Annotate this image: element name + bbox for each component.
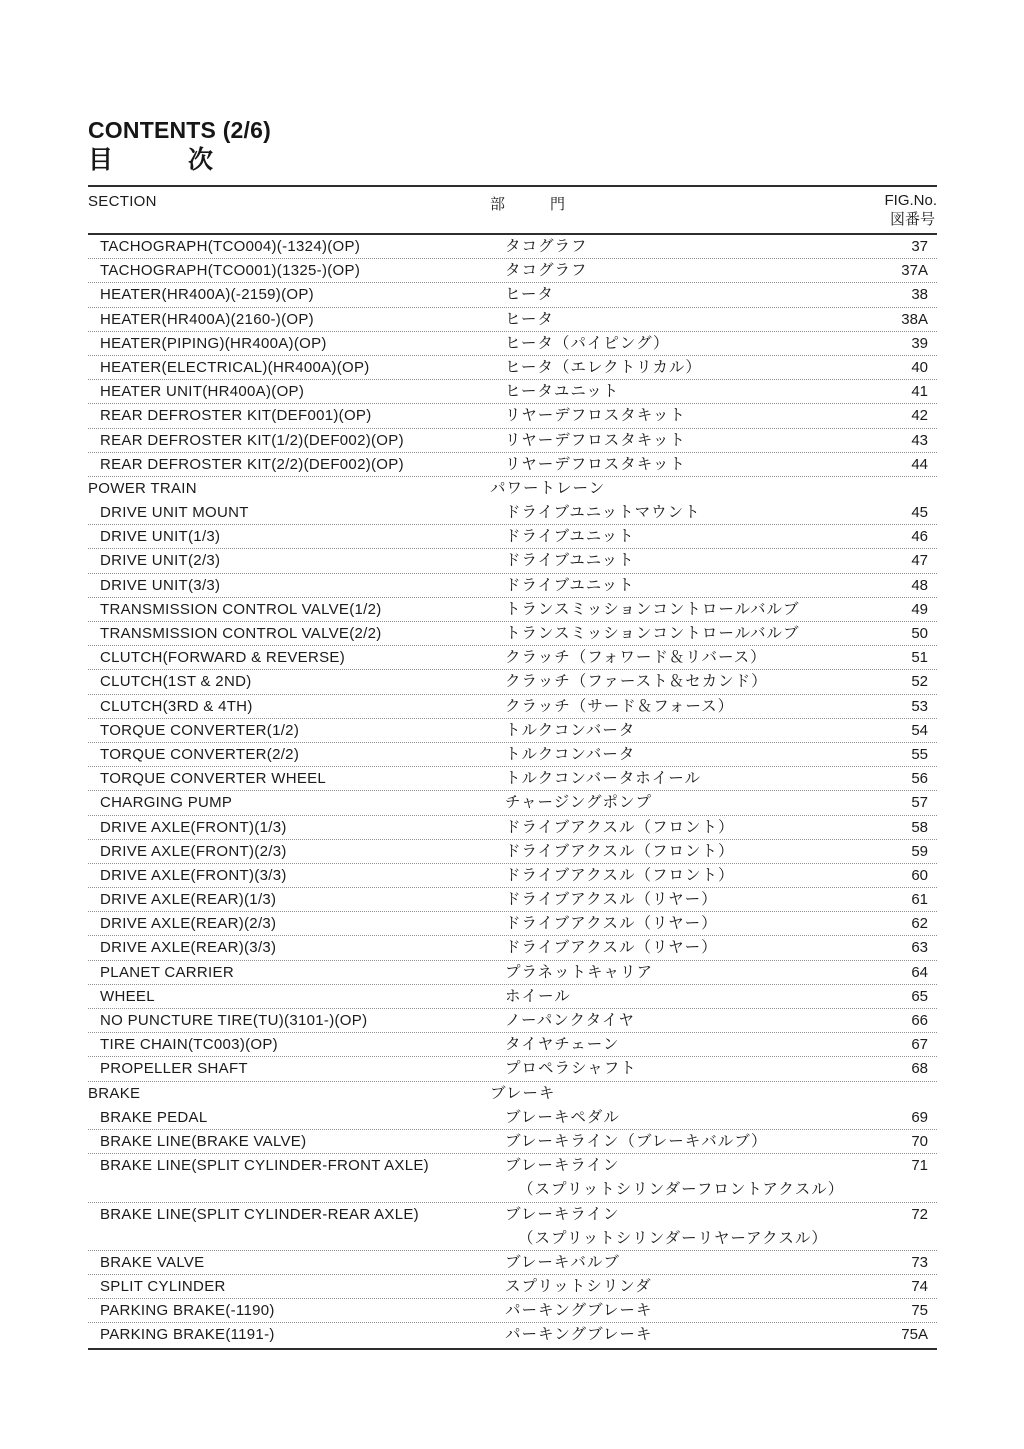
table-row: [88, 670, 937, 694]
row-fig-number: 48: [911, 576, 928, 594]
table-row: [88, 1033, 937, 1057]
row-department-line1: タコグラフ: [505, 262, 588, 280]
page-title-japanese: 目 次: [88, 146, 214, 174]
row-department-line1: パワートレーン: [490, 479, 606, 497]
row-section-title: DRIVE AXLE(FRONT)(1/3): [100, 818, 287, 836]
table-row: [88, 622, 937, 646]
row-department-japanese: [505, 695, 867, 718]
row-department-line1: タイヤチェーン: [505, 1036, 620, 1054]
row-department-japanese: [505, 380, 867, 403]
row-department-line1: トルクコンバータ: [505, 745, 636, 763]
row-department-japanese: [505, 598, 867, 621]
row-department-japanese: [505, 864, 867, 887]
row-fig-number: 39: [911, 334, 928, 352]
row-department-line1: ブレーキライン: [505, 1157, 620, 1175]
row-department-line1: プラネットキャリア: [505, 963, 654, 981]
fig-no-label-en: FIG.No.: [884, 192, 937, 209]
table-row: [88, 380, 937, 404]
row-section-title: BRAKE: [88, 1084, 141, 1102]
table-row: [88, 283, 937, 307]
row-section-title: CLUTCH(1ST & 2ND): [100, 673, 252, 691]
table-row: [88, 235, 937, 259]
row-department-line1: トルクコンバータ: [505, 721, 636, 739]
row-section-title: TACHOGRAPH(TCO004)(-1324)(OP): [100, 238, 361, 255]
row-department-japanese: [505, 356, 867, 379]
row-fig-number: 57: [911, 794, 928, 812]
row-department-line1: タコグラフ: [505, 238, 588, 255]
row-fig-number: 62: [911, 915, 928, 933]
row-department-japanese: [505, 453, 867, 476]
table-row: [88, 864, 937, 888]
table-row: [88, 1299, 937, 1323]
row-department-japanese: [505, 1009, 867, 1032]
row-section-title: HEATER UNIT(HR400A)(OP): [100, 383, 305, 401]
table-row: [88, 1106, 937, 1130]
row-section-title: DRIVE AXLE(REAR)(3/3): [100, 939, 277, 957]
table-row: [88, 816, 937, 840]
row-section-title: BRAKE LINE(SPLIT CYLINDER-REAR AXLE): [100, 1205, 419, 1223]
row-department-line1: ヒータ（エレクトリカル）: [505, 358, 702, 376]
row-department-line1: トルクコンバータホイール: [505, 770, 701, 788]
row-section-title: TORQUE CONVERTER(1/2): [100, 721, 300, 739]
row-department-line1: ブレーキバルブ: [505, 1253, 620, 1271]
row-department-line1: ヒータ（パイピング）: [505, 334, 670, 352]
row-department-japanese: [505, 816, 867, 839]
row-section-title: HEATER(PIPING)(HR400A)(OP): [100, 334, 327, 352]
row-department-japanese: [505, 332, 867, 355]
row-department-line1: ドライブアクスル（リヤー）: [505, 915, 718, 933]
table-row: [88, 332, 937, 356]
row-department-japanese: [505, 1251, 867, 1274]
row-section-title: TRANSMISSION CONTROL VALVE(2/2): [100, 625, 382, 642]
row-section-title: HEATER(HR400A)(2160-)(OP): [100, 310, 314, 328]
table-row: [88, 429, 937, 453]
table-row: [88, 598, 937, 622]
row-department-line1: トランスミッションコントロールバルブ: [505, 625, 800, 642]
row-department-line1: ホイール: [505, 987, 571, 1005]
row-section-title: DRIVE UNIT(1/3): [100, 528, 221, 546]
row-department-japanese: [505, 235, 867, 258]
row-section-title: WHEEL: [100, 987, 155, 1005]
row-department-japanese: [505, 1203, 867, 1250]
column-header-department: 部 門: [490, 196, 566, 213]
table-header: [88, 187, 937, 233]
row-section-title: PLANET CARRIER: [100, 963, 234, 981]
row-department-line1: ドライブアクスル（リヤー）: [505, 891, 718, 909]
row-section-title: REAR DEFROSTER KIT(DEF001)(OP): [100, 407, 372, 425]
row-department-line1: ドライブアクスル（フロント）: [505, 842, 735, 860]
row-department-japanese: [505, 1057, 867, 1080]
row-section-title: PARKING BRAKE(-1190): [100, 1302, 275, 1320]
row-fig-number: 63: [911, 939, 928, 957]
row-department-japanese: [505, 767, 867, 790]
row-fig-number: 55: [911, 745, 928, 763]
row-department-line1: ドライブアクスル（フロント）: [505, 818, 735, 836]
row-fig-number: 56: [911, 770, 928, 788]
row-department-line1: ヒータ: [505, 310, 554, 328]
row-department-japanese: [505, 1154, 867, 1201]
fig-no-label-ja: 図番号: [889, 211, 935, 228]
row-department-line1: ドライブアクスル（フロント）: [505, 866, 735, 884]
row-fig-number: 38A: [901, 310, 928, 328]
table-row: [88, 259, 937, 283]
row-department-japanese: [505, 1323, 867, 1347]
page-content: [88, 0, 937, 1350]
table-row: [88, 961, 937, 985]
row-section-title: TRANSMISSION CONTROL VALVE(1/2): [100, 600, 382, 618]
row-section-title: DRIVE AXLE(REAR)(2/3): [100, 915, 277, 933]
row-fig-number: 59: [911, 842, 928, 860]
table-row: [88, 936, 937, 960]
row-department-japanese: [505, 549, 867, 572]
row-department-japanese: [505, 1299, 867, 1322]
table-row: [88, 1009, 937, 1033]
row-department-line1: クラッチ（サード＆フォース）: [505, 697, 735, 715]
row-fig-number: 47: [911, 552, 928, 570]
row-fig-number: 75: [911, 1302, 928, 1320]
row-section-title: NO PUNCTURE TIRE(TU)(3101-)(OP): [100, 1012, 368, 1029]
row-section-title: DRIVE UNIT MOUNT: [100, 504, 249, 522]
row-department-japanese: [505, 308, 867, 331]
row-section-title: CLUTCH(3RD & 4TH): [100, 697, 253, 715]
row-fig-number: 68: [911, 1060, 928, 1078]
row-fig-number: 64: [911, 963, 928, 981]
table-row: [88, 840, 937, 864]
row-section-title: TIRE CHAIN(TC003)(OP): [100, 1036, 278, 1054]
row-fig-number: 71: [911, 1157, 928, 1175]
table-row: [88, 767, 937, 791]
row-department-japanese: [505, 283, 867, 306]
row-department-japanese: [505, 985, 867, 1008]
row-department-line1: ヒータユニット: [505, 383, 620, 401]
row-fig-number: 61: [911, 891, 928, 909]
row-department-japanese: [505, 791, 867, 814]
row-fig-number: 52: [911, 673, 928, 691]
row-fig-number: 67: [911, 1036, 928, 1054]
row-fig-number: 46: [911, 528, 928, 546]
row-department-japanese: [490, 1082, 867, 1106]
section-header-row: [88, 477, 937, 501]
table-row: [88, 453, 937, 477]
section-header-row: [88, 1082, 937, 1106]
table-row: [88, 308, 937, 332]
row-department-line1: クラッチ（フォワード＆リバース）: [505, 649, 767, 667]
row-department-line1: ドライブユニット: [505, 576, 635, 594]
table-row: [88, 888, 937, 912]
row-department-japanese: [505, 670, 867, 693]
row-section-title: DRIVE AXLE(FRONT)(3/3): [100, 866, 287, 884]
row-department-japanese: [505, 888, 867, 911]
row-department-line1: パーキングブレーキ: [505, 1302, 653, 1320]
row-fig-number: 65: [911, 987, 928, 1005]
row-department-japanese: [505, 501, 867, 524]
table-row: [88, 791, 937, 815]
row-department-line1: ドライブユニット: [505, 552, 635, 570]
row-section-title: CHARGING PUMP: [100, 794, 233, 812]
row-department-japanese: [505, 912, 867, 935]
row-fig-number: [867, 477, 937, 501]
row-fig-number: 44: [911, 455, 928, 473]
row-department-line1: リヤーデフロスタキット: [505, 431, 686, 449]
row-department-line1: リヤーデフロスタキット: [505, 407, 686, 425]
table-row: [88, 1203, 937, 1251]
row-department-japanese: [505, 404, 867, 427]
table-row: [88, 1251, 937, 1275]
row-department-japanese: [505, 840, 867, 863]
table-row: [88, 912, 937, 936]
table-row: [88, 1275, 937, 1299]
row-fig-number: 58: [911, 818, 928, 836]
row-fig-number: 72: [911, 1205, 928, 1223]
row-section-title: REAR DEFROSTER KIT(1/2)(DEF002)(OP): [100, 431, 404, 449]
row-fig-number: 75A: [901, 1326, 928, 1344]
table-row: [88, 695, 937, 719]
column-header-section: SECTION: [88, 193, 157, 210]
row-section-title: DRIVE AXLE(FRONT)(2/3): [100, 842, 287, 860]
table-row: [88, 404, 937, 428]
row-fig-number: 70: [911, 1132, 928, 1150]
row-department-japanese: [505, 1130, 867, 1153]
row-department-line2: （スプリットシリンダーリヤーアクスル）: [518, 1229, 828, 1247]
row-section-title: BRAKE PEDAL: [100, 1108, 208, 1126]
table-row: [88, 549, 937, 573]
row-fig-number: 42: [911, 407, 928, 425]
row-department-japanese: [505, 961, 867, 984]
row-department-japanese: [505, 936, 867, 959]
row-department-line1: トランスミッションコントロールバルブ: [505, 600, 800, 618]
row-section-title: REAR DEFROSTER KIT(2/2)(DEF002)(OP): [100, 455, 404, 473]
row-department-line1: ブレーキライン（ブレーキバルブ）: [505, 1132, 768, 1150]
row-section-title: POWER TRAIN: [88, 479, 197, 497]
row-section-title: BRAKE LINE(BRAKE VALVE): [100, 1132, 307, 1150]
row-section-title: PARKING BRAKE(1191-): [100, 1326, 275, 1344]
row-section-title: SPLIT CYLINDER: [100, 1278, 226, 1296]
row-fig-number: 69: [911, 1108, 928, 1126]
row-department-line1: ブレーキ: [490, 1084, 556, 1102]
row-department-line1: ブレーキライン: [505, 1205, 620, 1223]
table-row: [88, 985, 937, 1009]
row-department-japanese: [505, 719, 867, 742]
row-fig-number: 37: [911, 238, 928, 255]
row-fig-number: 38: [911, 286, 928, 304]
row-department-line1: リヤーデフロスタキット: [505, 455, 686, 473]
row-fig-number: 45: [911, 504, 928, 522]
row-department-japanese: [505, 429, 867, 452]
row-department-japanese: [505, 525, 867, 548]
row-department-line2: （スプリットシリンダーフロントアクスル）: [518, 1181, 845, 1199]
row-section-title: BRAKE VALVE: [100, 1253, 205, 1271]
row-department-line1: プロペラシャフト: [505, 1060, 637, 1078]
table-row: [88, 743, 937, 767]
table-bottom-divider: [88, 1348, 937, 1350]
row-department-japanese: [505, 646, 867, 669]
column-header-fig-no: [884, 191, 937, 229]
row-section-title: DRIVE AXLE(REAR)(1/3): [100, 891, 277, 909]
table-row: [88, 574, 937, 598]
row-department-japanese: [505, 1033, 867, 1056]
row-fig-number: 49: [911, 600, 928, 618]
row-section-title: HEATER(HR400A)(-2159)(OP): [100, 286, 314, 304]
row-department-line1: ドライブユニットマウント: [505, 504, 701, 522]
row-department-line1: ヒータ: [505, 286, 554, 304]
row-section-title: DRIVE UNIT(3/3): [100, 576, 221, 594]
row-section-title: HEATER(ELECTRICAL)(HR400A)(OP): [100, 358, 370, 376]
row-fig-number: 73: [911, 1253, 928, 1271]
table-row: [88, 525, 937, 549]
page-title: CONTENTS (2/6): [88, 117, 271, 143]
table-row: [88, 1154, 937, 1202]
row-fig-number: 37A: [901, 262, 928, 280]
row-section-title: CLUTCH(FORWARD & REVERSE): [100, 649, 346, 667]
row-department-line1: チャージングポンプ: [505, 794, 653, 812]
row-fig-number: 53: [911, 697, 928, 715]
row-section-title: BRAKE LINE(SPLIT CYLINDER-FRONT AXLE): [100, 1157, 429, 1175]
table-row: [88, 1323, 937, 1347]
contents-table: [88, 235, 937, 1348]
row-department-japanese: [490, 477, 867, 501]
row-section-title: TACHOGRAPH(TCO001)(1325-)(OP): [100, 262, 361, 280]
row-fig-number: 40: [911, 358, 928, 376]
row-section-title: TORQUE CONVERTER(2/2): [100, 745, 300, 763]
row-fig-number: 43: [911, 431, 928, 449]
row-fig-number: 74: [911, 1278, 928, 1296]
row-section-title: PROPELLER SHAFT: [100, 1060, 248, 1078]
row-department-japanese: [505, 743, 867, 766]
row-section-title: DRIVE UNIT(2/3): [100, 552, 221, 570]
row-department-line1: ノーパンクタイヤ: [505, 1012, 635, 1029]
table-row: [88, 646, 937, 670]
row-fig-number: 54: [911, 721, 928, 739]
row-fig-number: [867, 1082, 937, 1106]
table-row: [88, 501, 937, 525]
row-fig-number: 66: [911, 1012, 928, 1029]
row-department-line1: パーキングブレーキ: [505, 1326, 653, 1344]
row-fig-number: 51: [911, 649, 928, 667]
table-row: [88, 356, 937, 380]
table-row: [88, 719, 937, 743]
row-fig-number: 50: [911, 625, 928, 642]
row-department-line1: クラッチ（ファースト＆セカンド）: [505, 673, 768, 691]
row-fig-number: 41: [911, 383, 928, 401]
row-department-japanese: [505, 574, 867, 597]
row-department-japanese: [505, 622, 867, 645]
row-department-japanese: [505, 1275, 867, 1298]
table-row: [88, 1130, 937, 1154]
table-row: [88, 1057, 937, 1081]
row-department-japanese: [505, 1106, 867, 1129]
row-department-line1: ブレーキペダル: [505, 1108, 620, 1126]
row-department-japanese: [505, 259, 867, 282]
row-department-line1: ドライブユニット: [505, 528, 635, 546]
row-department-line1: スプリットシリンダ: [505, 1278, 652, 1296]
row-department-line1: ドライブアクスル（リヤー）: [505, 939, 718, 957]
row-fig-number: 60: [911, 866, 928, 884]
row-section-title: TORQUE CONVERTER WHEEL: [100, 770, 327, 788]
